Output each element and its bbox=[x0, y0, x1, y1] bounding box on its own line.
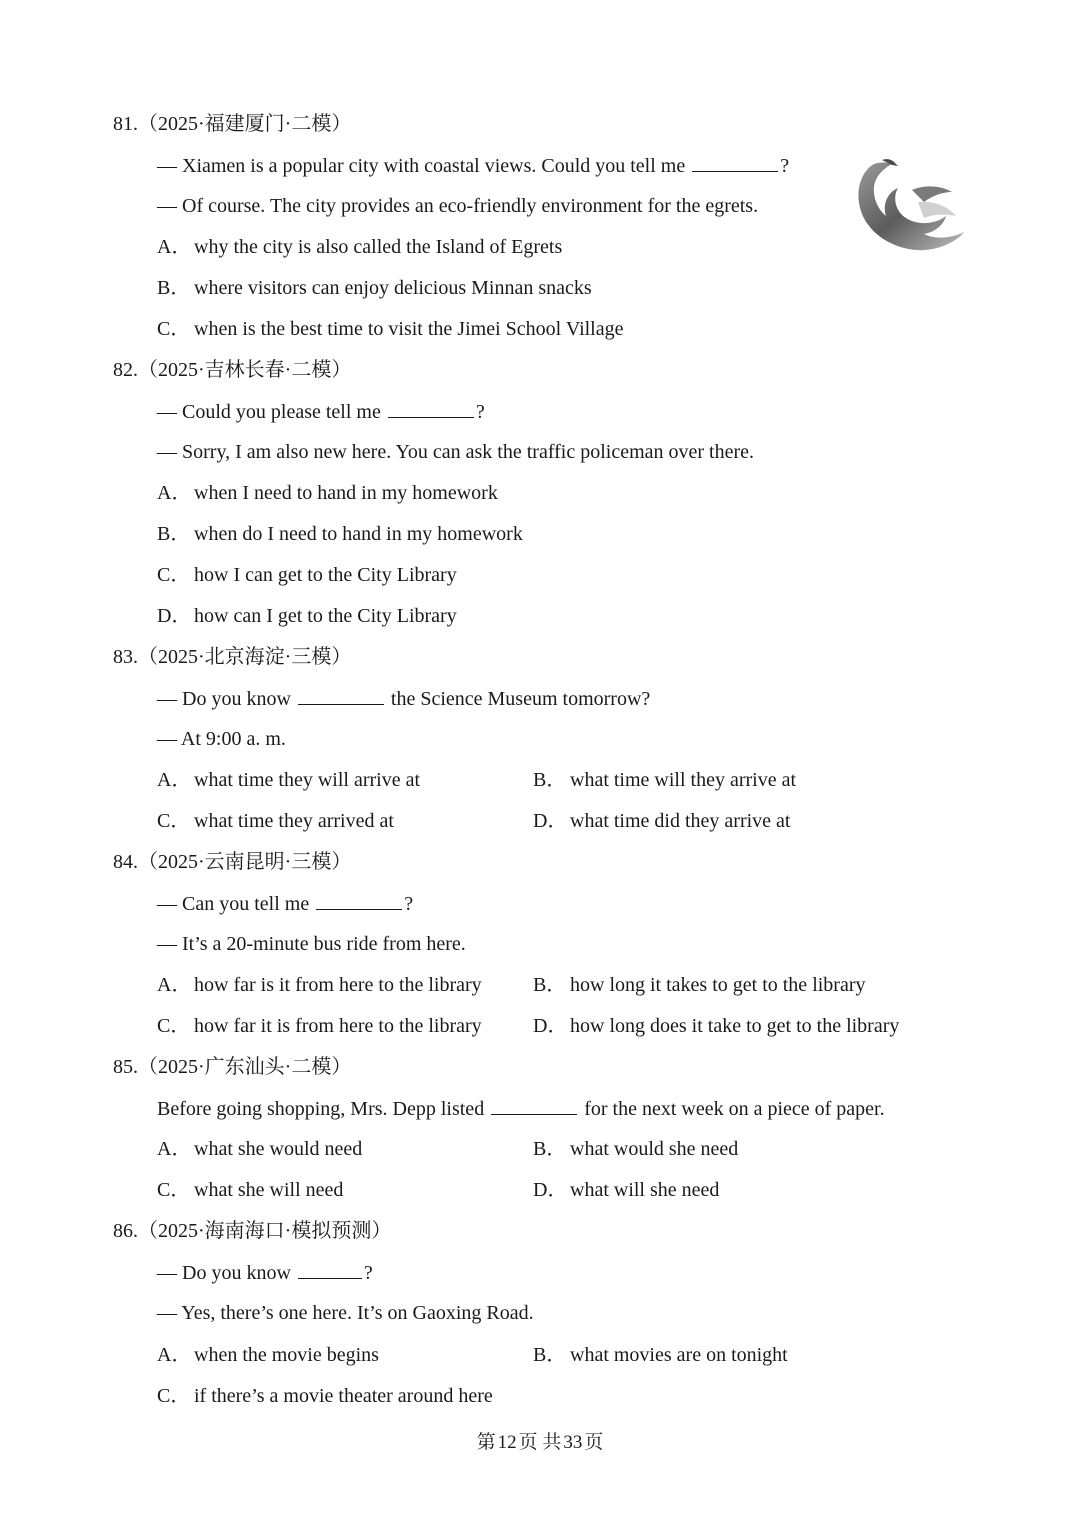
question-81-dialogue-1 bbox=[157, 153, 789, 178]
question-source: （2025·云南昆明·三模） bbox=[138, 851, 352, 873]
option-text: how long it takes to get to the library bbox=[570, 974, 866, 996]
question-source: （2025·吉林长春·二模） bbox=[138, 359, 352, 381]
question-86-dialogue-2: — Yes, there’s one here. It’s on Gaoxing Road. bbox=[157, 1302, 534, 1324]
option-text: when do I need to hand in my homework bbox=[194, 523, 523, 545]
question-82-option-b bbox=[157, 522, 523, 546]
option-text: what movies are on tonight bbox=[570, 1344, 788, 1366]
option-letter: C． bbox=[157, 1385, 191, 1407]
current-page-number: 12 bbox=[497, 1432, 517, 1453]
question-85-option-c bbox=[157, 1178, 343, 1202]
option-letter: D． bbox=[533, 810, 568, 832]
option-text: what time will they arrive at bbox=[570, 769, 797, 791]
question-source: （2025·北京海淀·三模） bbox=[138, 646, 352, 668]
option-letter: B． bbox=[533, 1344, 567, 1366]
answer-blank bbox=[692, 153, 778, 172]
question-83-option-b bbox=[533, 768, 796, 792]
question-number: 82. bbox=[113, 359, 138, 381]
option-text: how far it is from here to the library bbox=[194, 1015, 482, 1037]
question-85-header bbox=[113, 1055, 351, 1079]
question-83-dialogue-1 bbox=[157, 686, 650, 711]
question-82-option-c bbox=[157, 563, 457, 587]
option-text: what time did they arrive at bbox=[570, 810, 791, 832]
question-86-option-a bbox=[157, 1343, 379, 1367]
question-81-option-b bbox=[157, 276, 592, 300]
option-letter: D． bbox=[533, 1015, 568, 1037]
option-text: what time they will arrive at bbox=[194, 769, 421, 791]
question-86-option-b bbox=[533, 1343, 788, 1367]
question-83-dialogue-2: — At 9:00 a. m. bbox=[157, 728, 286, 750]
question-number: 86. bbox=[113, 1220, 138, 1242]
option-letter: C． bbox=[157, 810, 191, 832]
page-footer bbox=[0, 1431, 1080, 1455]
question-84-option-d bbox=[533, 1014, 899, 1038]
question-81-option-c bbox=[157, 317, 624, 341]
option-text: where visitors can enjoy delicious Minnan snacks bbox=[194, 277, 592, 299]
option-text: what time they arrived at bbox=[194, 810, 394, 832]
option-letter: B． bbox=[533, 769, 567, 791]
stem-text: for the next week on a piece of paper. bbox=[584, 1098, 885, 1120]
dialogue-text: — Can you tell me bbox=[157, 893, 310, 915]
option-text: what would she need bbox=[570, 1138, 739, 1160]
question-85-option-d bbox=[533, 1178, 719, 1202]
option-text: why the city is also called the Island of Egrets bbox=[194, 236, 563, 258]
option-text: what she will need bbox=[194, 1179, 344, 1201]
option-letter: C． bbox=[157, 1015, 191, 1037]
option-letter: D． bbox=[533, 1179, 568, 1201]
question-source: （2025·海南海口·模拟预测） bbox=[138, 1220, 392, 1242]
egret-illustration bbox=[852, 158, 966, 256]
stem-text: Before going shopping, Mrs. Depp listed bbox=[157, 1098, 485, 1120]
option-letter: A． bbox=[157, 1344, 192, 1366]
question-86-header bbox=[113, 1219, 391, 1243]
dialogue-text: ? bbox=[363, 1262, 373, 1284]
dialogue-text: — Could you please tell me bbox=[157, 401, 381, 423]
question-86-dialogue-1 bbox=[157, 1260, 373, 1285]
option-letter: A． bbox=[157, 236, 192, 258]
answer-blank bbox=[316, 891, 402, 910]
question-84-dialogue-2: — It’s a 20-minute bus ride from here. bbox=[157, 933, 466, 955]
question-84-option-c bbox=[157, 1014, 482, 1038]
question-number: 83. bbox=[113, 646, 138, 668]
option-text: what she would need bbox=[194, 1138, 363, 1160]
question-84-option-a bbox=[157, 973, 482, 997]
question-84-dialogue-1 bbox=[157, 891, 413, 916]
option-letter: D． bbox=[157, 605, 192, 627]
dialogue-text: ? bbox=[780, 155, 790, 177]
answer-blank bbox=[388, 399, 474, 418]
question-84-option-b bbox=[533, 973, 866, 997]
question-81-option-a bbox=[157, 235, 562, 259]
option-letter: A． bbox=[157, 769, 192, 791]
footer-text: 第 bbox=[476, 1432, 496, 1453]
answer-blank bbox=[491, 1096, 577, 1115]
option-text: how can I get to the City Library bbox=[194, 605, 457, 627]
answer-blank bbox=[298, 1260, 362, 1279]
option-letter: B． bbox=[157, 277, 191, 299]
question-81-header bbox=[113, 112, 351, 136]
option-letter: B． bbox=[533, 1138, 567, 1160]
dialogue-text: the Science Museum tomorrow? bbox=[390, 688, 651, 710]
option-letter: C． bbox=[157, 564, 191, 586]
question-82-option-a bbox=[157, 481, 498, 505]
question-83-option-a bbox=[157, 768, 420, 792]
option-text: what will she need bbox=[570, 1179, 720, 1201]
option-letter: B． bbox=[533, 974, 567, 996]
question-83-option-d bbox=[533, 809, 790, 833]
question-number: 81. bbox=[113, 113, 138, 135]
option-letter: B． bbox=[157, 523, 191, 545]
option-text: when is the best time to visit the Jimei School Village bbox=[194, 318, 624, 340]
option-text: how far is it from here to the library bbox=[194, 974, 482, 996]
question-86-option-c bbox=[157, 1384, 493, 1408]
dialogue-text: — Xiamen is a popular city with coastal views. Could you tell me bbox=[157, 155, 686, 177]
option-text: how long does it take to get to the library bbox=[570, 1015, 900, 1037]
question-85-option-a bbox=[157, 1137, 362, 1161]
option-letter: A． bbox=[157, 482, 192, 504]
dialogue-text: — Do you know bbox=[157, 1262, 291, 1284]
option-text: when the movie begins bbox=[194, 1344, 379, 1366]
total-page-number: 33 bbox=[563, 1432, 583, 1453]
question-83-header bbox=[113, 645, 351, 669]
question-number: 85. bbox=[113, 1056, 138, 1078]
question-82-dialogue-1 bbox=[157, 399, 485, 424]
option-letter: A． bbox=[157, 974, 192, 996]
question-82-header bbox=[113, 358, 351, 382]
footer-text: 页 共 bbox=[518, 1432, 562, 1453]
dialogue-text: ? bbox=[475, 401, 485, 423]
option-text: if there’s a movie theater around here bbox=[194, 1385, 493, 1407]
answer-blank bbox=[298, 686, 384, 705]
question-81-dialogue-2: — Of course. The city provides an eco-friendly environment for the egrets. bbox=[157, 195, 759, 217]
option-letter: A． bbox=[157, 1138, 192, 1160]
option-letter: C． bbox=[157, 318, 191, 340]
question-85-stem bbox=[157, 1096, 885, 1121]
option-letter: C． bbox=[157, 1179, 191, 1201]
question-82-dialogue-2: — Sorry, I am also new here. You can ask the traffic policeman over there. bbox=[157, 441, 755, 463]
footer-text: 页 bbox=[584, 1432, 604, 1453]
question-84-header bbox=[113, 850, 351, 874]
dialogue-text: — Do you know bbox=[157, 688, 291, 710]
question-83-option-c bbox=[157, 809, 394, 833]
question-82-option-d bbox=[157, 604, 457, 628]
dialogue-text: ? bbox=[404, 893, 414, 915]
option-text: when I need to hand in my homework bbox=[194, 482, 498, 504]
question-number: 84. bbox=[113, 851, 138, 873]
question-source: （2025·福建厦门·二模） bbox=[138, 113, 352, 135]
question-85-option-b bbox=[533, 1137, 738, 1161]
question-source: （2025·广东汕头·二模） bbox=[138, 1056, 352, 1078]
option-text: how I can get to the City Library bbox=[194, 564, 457, 586]
